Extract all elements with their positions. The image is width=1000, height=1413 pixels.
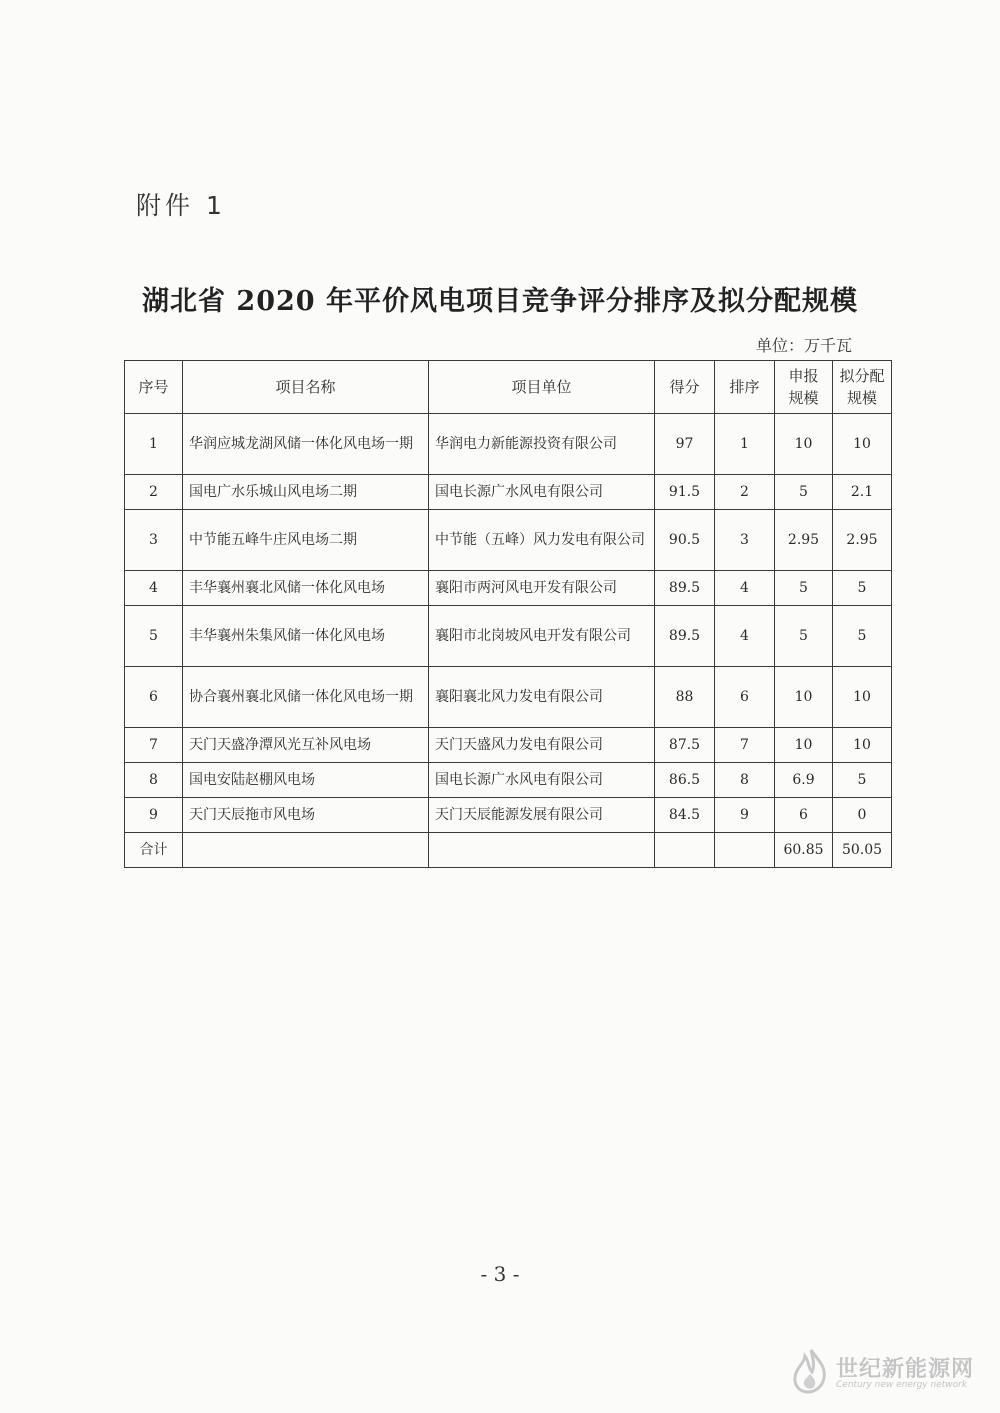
page-number: - 3 - (480, 1262, 520, 1286)
cell-rank: 8 (715, 763, 775, 798)
cell-score: 88 (655, 667, 715, 728)
cell-company: 襄阳襄北风力发电有限公司 (429, 667, 655, 728)
header-allocated-line1: 拟分配 (839, 367, 885, 385)
cell-company: 国电长源广水风电有限公司 (429, 763, 655, 798)
table-row (125, 475, 892, 510)
cell-seq: 9 (125, 798, 183, 833)
cell-company: 华润电力新能源投资有限公司 (429, 414, 655, 475)
cell-company: 国电长源广水风电有限公司 (429, 475, 655, 510)
cell-rank: 9 (715, 798, 775, 833)
cell-company: 襄阳市两河风电开发有限公司 (429, 571, 655, 606)
allocation-table (124, 360, 892, 868)
header-rank: 排序 (715, 361, 775, 414)
table-row (125, 510, 892, 571)
cell-declared: 6 (775, 798, 833, 833)
table-row (125, 763, 892, 798)
table-row (125, 667, 892, 728)
cell-company: 中节能（五峰）风力发电有限公司 (429, 510, 655, 571)
cell-seq: 5 (125, 606, 183, 667)
total-declared: 60.85 (775, 833, 833, 868)
total-empty-name (183, 833, 429, 868)
table-row (125, 571, 892, 606)
cell-rank: 6 (715, 667, 775, 728)
cell-score: 87.5 (655, 728, 715, 763)
cell-score: 97 (655, 414, 715, 475)
cell-score: 90.5 (655, 510, 715, 571)
header-allocated-line2: 规模 (846, 389, 877, 407)
cell-allocated: 10 (833, 414, 892, 475)
attachment-label: 附件 1 (136, 191, 226, 220)
cell-rank: 7 (715, 728, 775, 763)
cell-score: 86.5 (655, 763, 715, 798)
cell-name: 中节能五峰牛庄风电场二期 (183, 510, 429, 571)
cell-allocated: 2.1 (833, 475, 892, 510)
cell-rank: 4 (715, 606, 775, 667)
cell-seq: 7 (125, 728, 183, 763)
table-row (125, 728, 892, 763)
cell-seq: 6 (125, 667, 183, 728)
total-label: 合计 (125, 833, 183, 868)
total-empty-rank (715, 833, 775, 868)
cell-name: 国电安陆赵棚风电场 (183, 763, 429, 798)
cell-name: 天门天盛净潭风光互补风电场 (183, 728, 429, 763)
cell-name: 丰华襄州襄北风储一体化风电场 (183, 571, 429, 606)
cell-allocated: 10 (833, 667, 892, 728)
unit-label: 单位：万千瓦 (755, 336, 852, 355)
cell-score: 91.5 (655, 475, 715, 510)
watermark (790, 1348, 990, 1398)
table-total-row (125, 833, 892, 868)
total-allocated: 50.05 (833, 833, 892, 868)
cell-seq: 3 (125, 510, 183, 571)
header-allocated (833, 361, 892, 414)
cell-allocated: 5 (833, 606, 892, 667)
table-row (125, 798, 892, 833)
cell-declared: 5 (775, 571, 833, 606)
cell-declared: 2.95 (775, 510, 833, 571)
cell-allocated: 5 (833, 571, 892, 606)
cell-declared: 10 (775, 414, 833, 475)
cell-rank: 4 (715, 571, 775, 606)
cell-name: 国电广水乐城山风电场二期 (183, 475, 429, 510)
table-header-row (125, 361, 892, 414)
cell-declared: 10 (775, 728, 833, 763)
header-declared-line1: 申报 (788, 367, 819, 385)
watermark-text: 世纪新能源网 (836, 1357, 975, 1382)
cell-rank: 2 (715, 475, 775, 510)
flame-logo-icon (790, 1348, 832, 1394)
table-row (125, 414, 892, 475)
header-name: 项目名称 (183, 361, 429, 414)
cell-score: 89.5 (655, 571, 715, 606)
cell-declared: 5 (775, 475, 833, 510)
cell-name: 天门天辰拖市风电场 (183, 798, 429, 833)
cell-name: 华润应城龙湖风储一体化风电场一期 (183, 414, 429, 475)
cell-seq: 4 (125, 571, 183, 606)
cell-declared: 5 (775, 606, 833, 667)
cell-declared: 10 (775, 667, 833, 728)
table-row (125, 606, 892, 667)
cell-score: 89.5 (655, 606, 715, 667)
cell-declared: 6.9 (775, 763, 833, 798)
header-seq: 序号 (125, 361, 183, 414)
total-empty-company (429, 833, 655, 868)
header-declared-line2: 规模 (788, 389, 819, 407)
cell-seq: 8 (125, 763, 183, 798)
cell-allocated: 0 (833, 798, 892, 833)
header-score: 得分 (655, 361, 715, 414)
cell-allocated: 2.95 (833, 510, 892, 571)
cell-allocated: 10 (833, 728, 892, 763)
watermark-subtext: Century new energy network (836, 1380, 968, 1390)
cell-company: 天门天辰能源发展有限公司 (429, 798, 655, 833)
header-company: 项目单位 (429, 361, 655, 414)
cell-score: 84.5 (655, 798, 715, 833)
cell-rank: 1 (715, 414, 775, 475)
header-declared (775, 361, 833, 414)
cell-seq: 1 (125, 414, 183, 475)
cell-seq: 2 (125, 475, 183, 510)
document-title: 湖北省 2020 年平价风电项目竞争评分排序及拟分配规模 (142, 286, 858, 317)
cell-company: 天门天盛风力发电有限公司 (429, 728, 655, 763)
cell-company: 襄阳市北岗坡风电开发有限公司 (429, 606, 655, 667)
cell-name: 协合襄州襄北风储一体化风电场一期 (183, 667, 429, 728)
total-empty-score (655, 833, 715, 868)
cell-name: 丰华襄州朱集风储一体化风电场 (183, 606, 429, 667)
cell-rank: 3 (715, 510, 775, 571)
cell-allocated: 5 (833, 763, 892, 798)
